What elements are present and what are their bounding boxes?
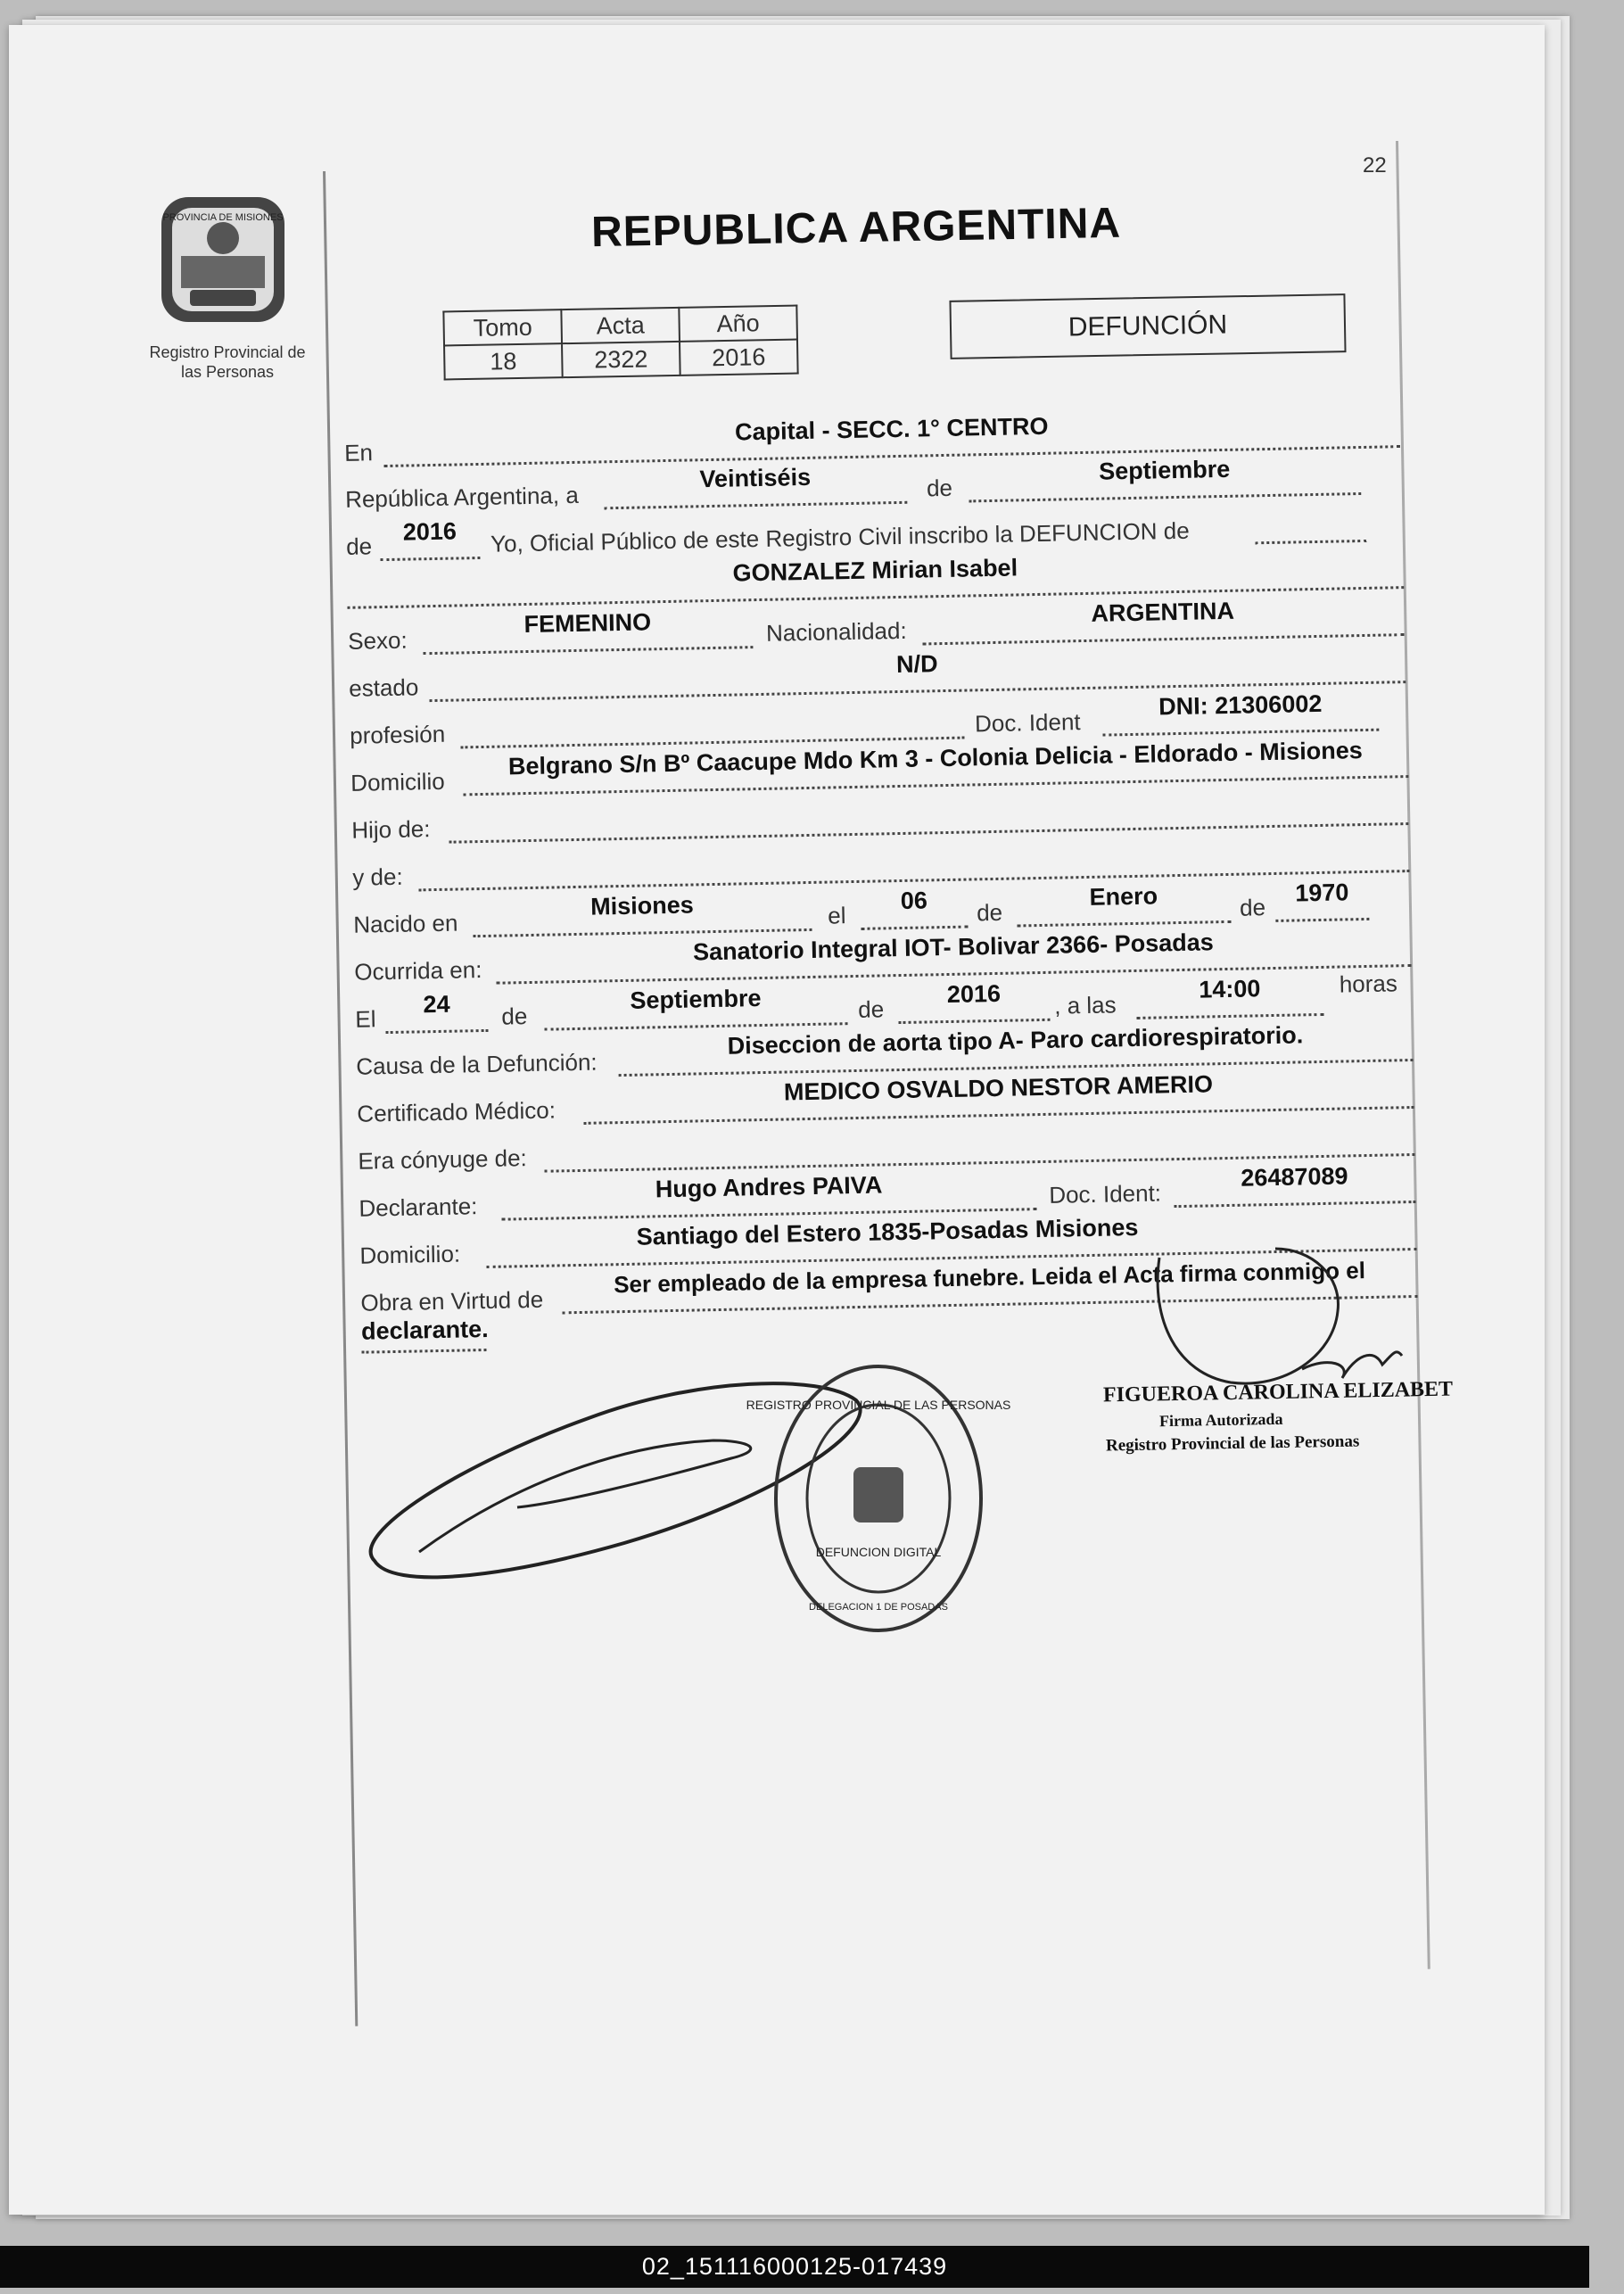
registry-label-line1: Registro Provincial de (149, 343, 306, 361)
nacido-value: Misiones (589, 891, 695, 920)
mes-line (969, 492, 1361, 502)
official-office: Registro Provincial de las Personas (1105, 1432, 1360, 1456)
record-type-box: DEFUNCIÓN (949, 293, 1346, 359)
page-number: 22 (1363, 153, 1387, 177)
decl-domicilio-label: Domicilio: (359, 1240, 461, 1269)
nac-mes-value: Enero (1089, 882, 1158, 911)
hora-value: 14:00 (1199, 975, 1261, 1003)
doc-ident-value: DNI: 21306002 (1158, 689, 1323, 721)
profesion-label: profesión (349, 720, 446, 749)
estado-value: N/D (895, 650, 938, 679)
de-label-2: de (345, 532, 373, 560)
obra-line-2 (361, 1349, 486, 1354)
domicilio-label: Domicilio (350, 767, 445, 796)
stamp-ring-text: REGISTRO PROVINCIAL DE LAS PERSONAS (746, 1398, 1011, 1412)
decl-doc-label: Doc. Ident: (1048, 1179, 1162, 1209)
dia-line (604, 501, 907, 510)
a-las-label: , a las (1053, 991, 1117, 1019)
stamp-lower-text: DELEGACION 1 DE POSADAS (809, 1602, 948, 1613)
header-acta: Acta (561, 308, 680, 343)
def-dia-value: 24 (423, 990, 450, 1019)
de-label-4: de (1239, 894, 1266, 921)
page-title: REPUBLICA ARGENTINA (590, 199, 1122, 257)
en-value: Capital - SECC. 1° CENTRO (734, 412, 1049, 446)
sexo-value: FEMENINO (523, 608, 652, 639)
emblem-top-text: PROVINCIA DE MISIONES (162, 212, 284, 223)
en-label: En (343, 439, 374, 466)
registry-stamp-icon (746, 1356, 1011, 1641)
de-label-1: de (926, 474, 953, 502)
official-role: Firma Autorizada (1158, 1409, 1283, 1431)
nac-anio-value: 1970 (1294, 879, 1349, 907)
nac-mes-line (1017, 920, 1231, 928)
anio-value: 2016 (402, 517, 458, 546)
el-label-1: el (827, 902, 846, 929)
nac-dia-line (861, 926, 968, 930)
def-anio-value: 2016 (946, 979, 1002, 1009)
horas-label: horas (1339, 970, 1398, 998)
certificado-value: MEDICO OSVALDO NESTOR AMERIO (783, 1070, 1214, 1106)
de-label-6: de (857, 995, 885, 1023)
nombre-value: GONZALEZ Mirian Isabel (732, 554, 1018, 587)
footer-code: 02_151116000125-017439 (0, 2246, 1589, 2288)
certificado-label: Certificado Médico: (357, 1096, 556, 1127)
obra-value-1: Ser empleado de la empresa funebre. Leida el Acta firma conmigo el (613, 1257, 1366, 1299)
declarante-label: Declarante: (359, 1192, 478, 1222)
nac-anio-line (1275, 918, 1369, 922)
official-name: FIGUEROA CAROLINA ELIZABET (1102, 1377, 1454, 1407)
def-dia-line (386, 1029, 489, 1034)
de-label-5: de (501, 1003, 528, 1030)
registry-label-line2: las Personas (180, 363, 275, 381)
nacionalidad-label: Nacionalidad: (765, 616, 907, 647)
dia-value: Veintiséis (699, 463, 812, 493)
anio-line (380, 557, 480, 561)
decl-domicilio-value: Santiago del Estero 1835-Posadas Misiones (636, 1213, 1139, 1250)
header-tomo: Tomo (443, 309, 562, 345)
value-tomo: 18 (444, 343, 563, 379)
causa-label: Causa de la Defunción: (356, 1048, 598, 1080)
doc-ident-label: Doc. Ident (974, 708, 1081, 738)
y-de-label: y de: (352, 862, 403, 891)
domicilio-value: Belgrano S/n Bº Caacupe Mdo Km 3 - Colonia Delicia - Eldorado - Misiones (507, 737, 1364, 780)
conyuge-label: Era cónyuge de: (358, 1144, 528, 1175)
inscribo-line (1255, 540, 1366, 544)
hijo-line (449, 822, 1409, 844)
hora-line (1136, 1013, 1323, 1019)
decl-doc-line (1175, 1201, 1416, 1208)
nacionalidad-value: ARGENTINA (1091, 597, 1235, 627)
value-anio: 2016 (680, 340, 798, 375)
nacido-line (474, 928, 812, 937)
sexo-label: Sexo: (347, 626, 408, 655)
nac-dia-value: 06 (900, 887, 928, 914)
estado-label: estado (348, 673, 419, 702)
causa-value: Diseccion de aorta tipo A- Paro cardiorespiratorio. (727, 1021, 1304, 1060)
doc-ident-line (1102, 729, 1379, 737)
sexo-line (423, 646, 753, 655)
obra-label: Obra en Virtud de (360, 1285, 544, 1316)
def-mes-value: Septiembre (630, 985, 762, 1014)
mes-value: Septiembre (1098, 455, 1231, 485)
declarante-value: Hugo Andres PAIVA (655, 1171, 883, 1203)
republica-label: República Argentina, a (344, 481, 580, 513)
nacido-label: Nacido en (353, 909, 458, 938)
obra-value-2: declarante. (360, 1315, 489, 1345)
el-label-2: El (355, 1005, 376, 1033)
certificado-line (584, 1106, 1414, 1125)
def-anio-line (898, 1019, 1050, 1024)
stamp-inner-text: DEFUNCION DIGITAL (815, 1545, 942, 1559)
header-anio: Año (679, 306, 797, 342)
de-label-3: de (976, 898, 1003, 927)
ocurrida-value: Sanatorio Integral IOT- Bolivar 2366- Posadas (692, 928, 1214, 966)
def-mes-line (545, 1022, 848, 1031)
decl-doc-value: 26487089 (1241, 1162, 1348, 1192)
hijo-label: Hijo de: (350, 815, 431, 844)
inscribo-text: Yo, Oficial Público de este Registro Civil inscribo la DEFUNCION de (490, 516, 1190, 557)
value-acta: 2322 (562, 342, 680, 377)
ocurrida-label: Ocurrida en: (354, 956, 482, 986)
